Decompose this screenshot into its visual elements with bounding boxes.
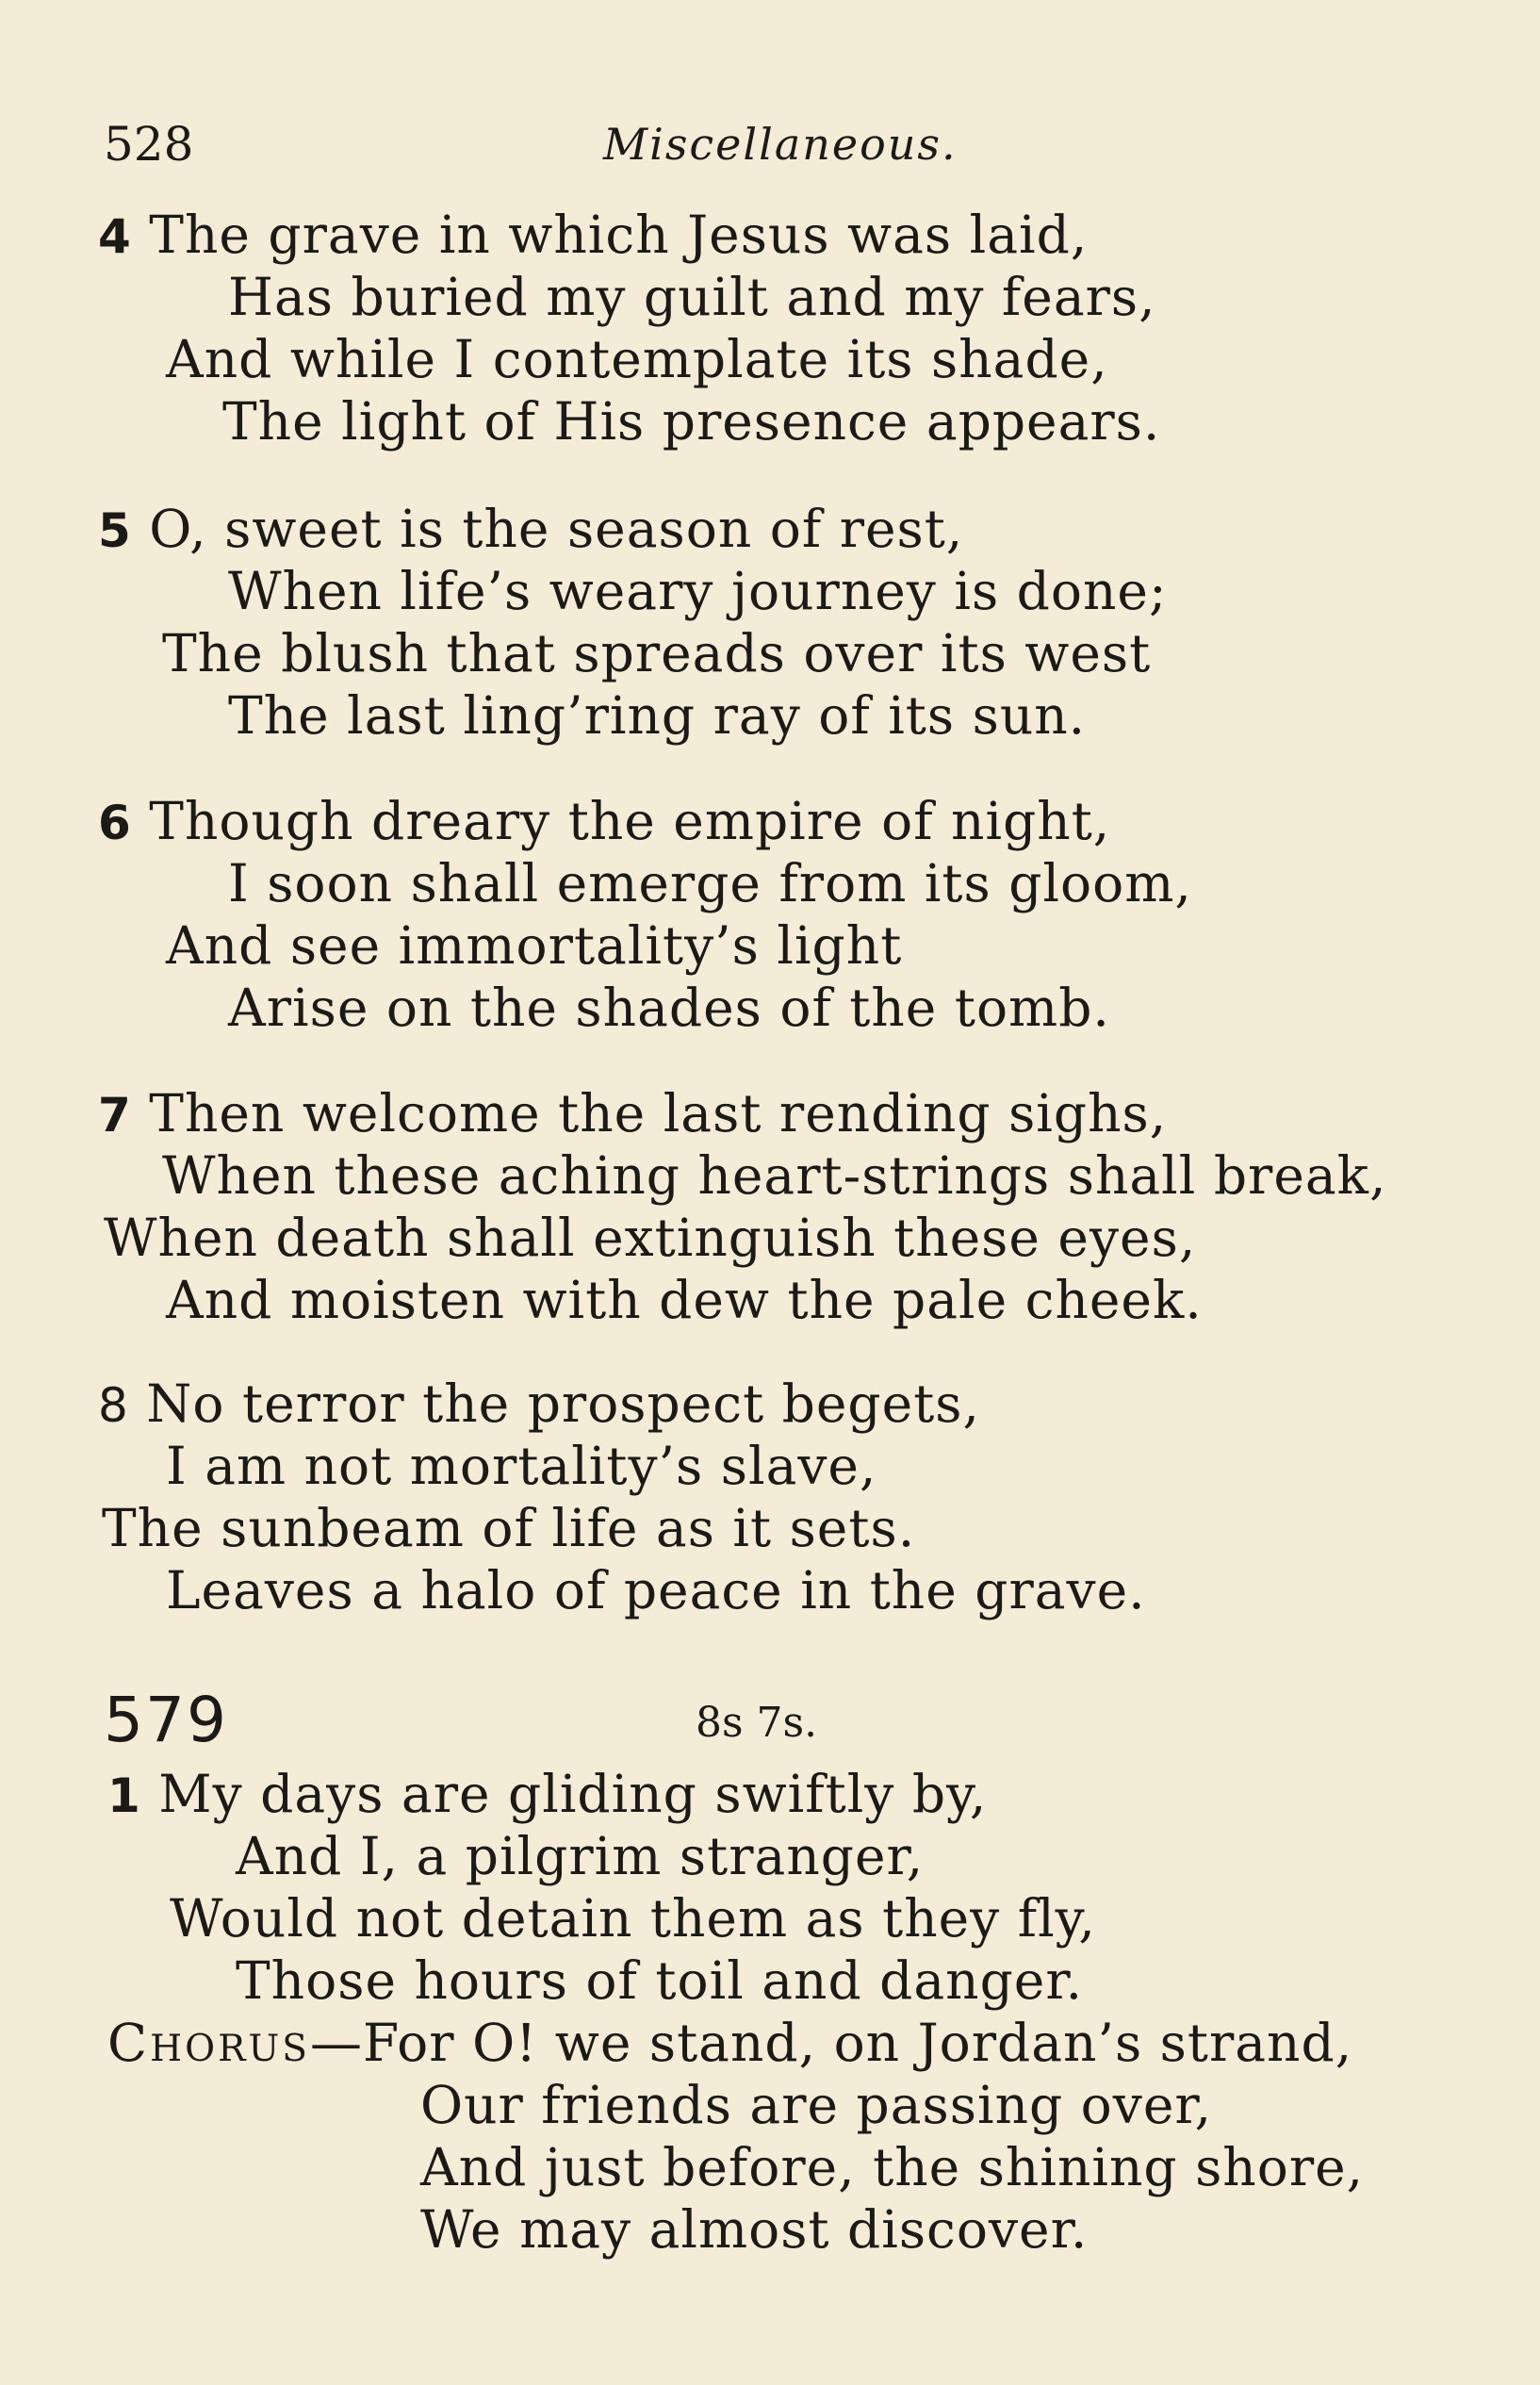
verse-line-text: No terror the prospect begets, — [146, 1373, 980, 1434]
verse-line-text: —For O! we stand, on Jordan’s strand, — [310, 2013, 1353, 2073]
stanza-line: The blush that spreads over its west — [162, 623, 1152, 683]
stanza-line: Leaves a halo of peace in the grave. — [166, 1560, 1146, 1620]
stanza-line — [98, 1373, 980, 1437]
chorus-label: Chorus — [107, 2013, 311, 2073]
chorus-line — [107, 2012, 1352, 2074]
stanza-line — [98, 1082, 1167, 1146]
verse-line-text: The grave in which Jesus was laid, — [149, 205, 1089, 265]
stanza-line — [98, 790, 1110, 854]
stanza-line — [107, 1763, 987, 1827]
verse-line-text: Then welcome the last rending sighs, — [149, 1083, 1168, 1143]
hymn-meter: 8s 7s. — [696, 1699, 818, 1747]
stanza-line: I am not mortality’s slave, — [166, 1436, 877, 1496]
verse-line-text: O, sweet is the season of rest, — [149, 499, 964, 559]
stanza-line: Those hours of toil and danger. — [236, 1950, 1084, 2011]
stanza-line: And while I contemplate its shade, — [166, 329, 1108, 389]
stanza-line: The light of His presence appears. — [222, 391, 1161, 452]
stanza-line: I soon shall emerge from its gloom, — [228, 853, 1192, 913]
chorus-line: Our friends are passing over, — [420, 2075, 1213, 2135]
verse-line-text: Though dreary the empire of night, — [149, 791, 1111, 851]
stanza-number: 5 — [98, 503, 132, 558]
section-title: Miscellaneous. — [603, 119, 958, 170]
stanza-line: When death shall extinguish these eyes, — [104, 1208, 1197, 1268]
stanza-line: When life’s weary journey is done; — [228, 561, 1168, 621]
stanza-line: And I, a pilgrim stranger, — [236, 1826, 925, 1886]
stanza-number: 1 — [107, 1768, 141, 1823]
stanza-line: Arise on the shades of the tomb. — [228, 978, 1110, 1038]
stanza-number: 4 — [98, 209, 132, 264]
stanza-line — [98, 498, 963, 562]
stanza-line — [98, 204, 1088, 268]
stanza-line: And moisten with dew the pale cheek. — [166, 1270, 1203, 1330]
stanza-line: And see immortality’s light — [166, 915, 903, 976]
stanza-line: The sunbeam of life as it sets. — [102, 1498, 916, 1558]
chorus-line: And just before, the shining shore, — [420, 2137, 1365, 2197]
stanza-line: Would not detain them as they fly, — [170, 1888, 1096, 1949]
page-number: 528 — [104, 117, 194, 172]
hymn-number: 579 — [104, 1684, 228, 1756]
stanza-number: 7 — [98, 1088, 132, 1143]
chorus-line: We may almost discover. — [420, 2199, 1089, 2260]
verse-line-text: My days are gliding swiftly by, — [158, 1764, 988, 1824]
stanza-line: Has buried my guilt and my fears, — [228, 267, 1156, 327]
stanza-number: 8 — [98, 1378, 129, 1433]
running-head — [104, 111, 1442, 177]
stanza-line: The last ling’ring ray of its sun. — [228, 685, 1087, 746]
stanza-line: When these aching heart-strings shall break, — [162, 1145, 1387, 1206]
stanza-number: 6 — [98, 796, 132, 850]
